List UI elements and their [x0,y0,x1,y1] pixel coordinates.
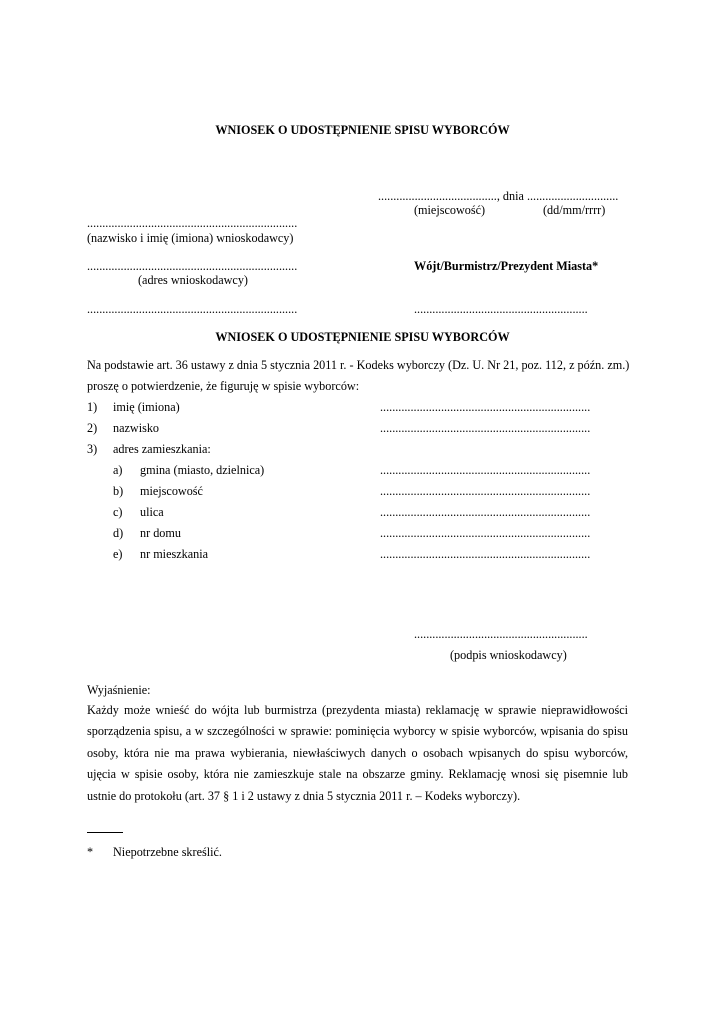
intro-line-1: Na podstawie art. 36 ustawy z dnia 5 stycznia 2011 r. - Kodeks wyborczy (Dz. U. Nr 21, poz. 112, z późn. zm.) [87,358,630,372]
explanation-text: Każdy może wnieść do wójta lub burmistrza (prezydenta miasta) reklamację w sprawie nieprawidłowości sporządzenia spisu, a w szczególności w sprawie: pominięcia wyborcy w spisie wyborców, wpisania do spisu osoby, która nie ma prawa wybierania, niewłaściwych danych o osobach wpisanych do spisu wyborców, ujęcia w spisie osoby, która nie zamieszkuje stale na obszarze gminy. Reklamację wnosi się pisemnie lub ustnie do protokołu (art. 37 § 1 i 2 ustawy z dnia 5 stycznia 2011 r. – Kodeks wyborczy). [87,703,628,803]
place-date-line: ......................................., dnia .............................. [378,189,619,203]
body-title: WNIOSEK O UDOSTĘPNIENIE SPISU WYBORCÓW [215,330,510,344]
subfield-dots: ..................................................................... [380,484,591,498]
field-dots: ..................................................................... [380,400,591,414]
subfield-letter: d) [113,526,124,540]
applicant-address-label: (adres wnioskodawcy) [138,273,248,287]
intro-line-2: proszę o potwierdzenie, że figuruję w spisie wyborców: [87,379,360,393]
subfield-dots: ..................................................................... [380,505,591,519]
applicant-name-label: (nazwisko i imię (imiona) wnioskodawcy) [87,231,294,245]
field-number: 3) [87,442,98,456]
subfield-label: ulica [140,505,164,519]
subfield-dots: ..................................................................... [380,526,591,540]
footnote-separator [87,832,123,833]
subfield-letter: b) [113,484,124,498]
field-dots: ..................................................................... [380,421,591,435]
subfield-label: nr domu [140,526,181,540]
subfield-letter: a) [113,463,123,477]
field-label: nazwisko [113,421,160,435]
field-label: adres zamieszkania: [113,442,211,456]
subfield-dots: ..................................................................... [380,463,591,477]
field-label: imię (imiona) [113,400,180,414]
subfield-letter: c) [113,505,123,519]
field-number: 1) [87,400,98,414]
subfield-dots: ..................................................................... [380,547,591,561]
field-number: 2) [87,421,98,435]
place-label: (miejscowość) [414,203,486,217]
applicant-extra-dots: ..................................................................... [87,302,298,316]
explanation-heading: Wyjaśnienie: [87,683,151,697]
footnote-text: Niepotrzebne skreślić. [113,845,222,859]
applicant-name-dots: ..................................................................... [87,216,298,230]
page-title: WNIOSEK O UDOSTĘPNIENIE SPISU WYBORCÓW [215,123,510,137]
subfield-label: gmina (miasto, dzielnica) [140,463,265,477]
signature-dots: ......................................................... [414,627,588,641]
footnote-marker: * [87,845,94,859]
addressee-title: Wójt/Burmistrz/Prezydent Miasta* [414,259,599,273]
date-label: (dd/mm/rrrr) [543,203,606,217]
signature-label: (podpis wnioskodawcy) [450,648,567,662]
addressee-dots: ......................................................... [414,302,588,316]
subfield-letter: e) [113,547,123,561]
subfield-label: nr mieszkania [140,547,209,561]
applicant-address-dots: ..................................................................... [87,259,298,273]
subfield-label: miejscowość [140,484,203,498]
